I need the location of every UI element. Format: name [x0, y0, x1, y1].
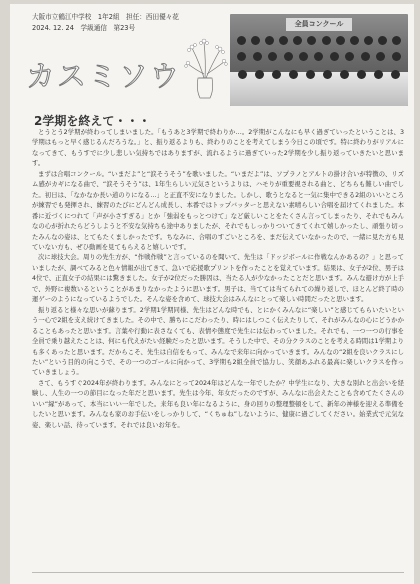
newsletter-title: カスミソウ: [26, 59, 182, 93]
paragraph-chorus-contest: まずは合唱コンクール。“いまだよ”と“涙そうそう”を歌いました。“いまだよ”は、ソプラノとアルトの掛け合いが特徴の、リズム感がカギになる曲で、“涙そうそう”は、1年生らしい元気さというよりは、ハモりが重要視される曲と、どちらも難しい曲でした。初日は、「なかなか長い道のりになる…」と正直不安になりました。しかし、歌うとなると一気に集中できる2組のいいところが練習でも発揮され、練習のたびにどんどん成長し、本番ではトップバッターと思えない素晴らしい合唱を届けてくれました。本番に近づくにつれて「声が小さすぎる」とか「強弱をもっとつけて」など厳しいことをたくさん言ってしまったり、それでもみんなの心が折れたらどうしようと不安な気持ちも途中ありましたが、それでもしっかりついてきてくれて嬉しかったし、頑張り切ったみんなの姿は、とてもたくましかったです。ちなみに、合唱のすごいところを、まだ伝えていなかったので、一緒に見た方も見ていない方も、ぜひ動画を見てもらえると嬉しいです。: [32, 170, 404, 251]
article-body: [32, 128, 404, 431]
paragraph-year-end: さて、もうすぐ2024年が終わります。みんなにとって2024年はどんな一年でしたか？中学生になり、大きな別れと出会いを経験し、人生の一つの節目になった年だと思います。先生は今年、年女だったのですが、みんなに出会えたことも含めてたくさんのいい“縁”があって、本当にいい一年でした。来年も良い年になるように、身の回りの整理整頓をして、新年の神様を迎える準備をしたいと思います。みんなも家のお手伝いをしっかりして、“くちゅね”しないように、健康に過ごしてください。始業式で元気な姿、楽しい話、待っています。それでは良いお年を。: [32, 379, 404, 429]
date-issue-line: 2024. 12. 24 学級通信 第23号: [32, 24, 136, 32]
photo-banner: 全員コンクール: [286, 18, 352, 31]
paragraph-reflection: 振り返ると様々な思いが蘇ります。2学期1学期同様、先生はどんな時でも、とにかくみんなに“楽しい”と感じてもらいたいという一心で2組を支え続けてきました。その中で、勝ちにこだわったり、時にはしつこく伝えたりして、それがみんなの心にどうかかることもあったと思います。言葉や行動に表さなくても、表情や態度で先生には伝わっていました。それでも、一つ一つの行事を全員で乗り越えたことは、何にも代えがたい経験だったと思います。そうした中で、その分クラスのことを考える時間は1学期よりも多くあったと思います。だからこそ、先生は自信をもって、みんなで来年に向かっていきます。みんなの“2組を良いクラスにしたい”という目的の向こうで、その一つのゴールに向かって、3学期も2組全員で協力し、笑顔あふれる最高に楽しいクラスを作っていきましょう。: [32, 306, 404, 377]
footer-divider: [32, 572, 404, 580]
school-class-teacher-line: 大阪市立鶴江中学校 1年2組 担任：西田優々花: [32, 13, 179, 21]
class-group-photo: [230, 14, 408, 106]
photo-front-row: [234, 70, 404, 79]
paragraph-intro: とうとう2学期が終わってしまいました。「もうあと3学期で終わりか…。2学期がこんなにも早く過ぎていったということは、3学期はもっと早く感じるんだろうな。」と、振り返るよりも、終わりのことを考えてしまう今日この頃です。特に終わりがリアルになってきて、もうすでに少し悲しい気持ちではありますが、流れるように過ぎていった2学期を少し振り返っていきたいと思います。: [32, 129, 404, 168]
flower-vase-illustration: [182, 34, 228, 100]
newsletter-header: [32, 12, 179, 34]
newsletter-sheet: [10, 4, 414, 584]
section-title: 2学期を終えて・・・: [34, 114, 151, 128]
photo-middle-row: [234, 52, 404, 61]
photo-back-row: [234, 36, 404, 45]
paragraph-ball-game-tournament: 次に球技大会。周りの先生方が、“作戦作戦”と言っているのを聞いて、先生は「ドッジボールに作戦なんかあるの？」と思っていましたが、調べてみると色々情報が出てきて、急いで応援歌プリントを作ったことを覚えています。結果は、女子が2位、男子は4位で、正直女子の結果には驚きました。女子が2位だった勝因は、当たる人が少なかったことだと思います。みんな避け方が上手で、外野に複数いるということがあまりなかったように思います。男子は、当てては当てられての繰り返しで、ほとんど終了時の運ゲーのようになっているようでした。そんな姿を含めて、球技大会はみんなにとって楽しい時間だったと思います。: [32, 254, 404, 304]
